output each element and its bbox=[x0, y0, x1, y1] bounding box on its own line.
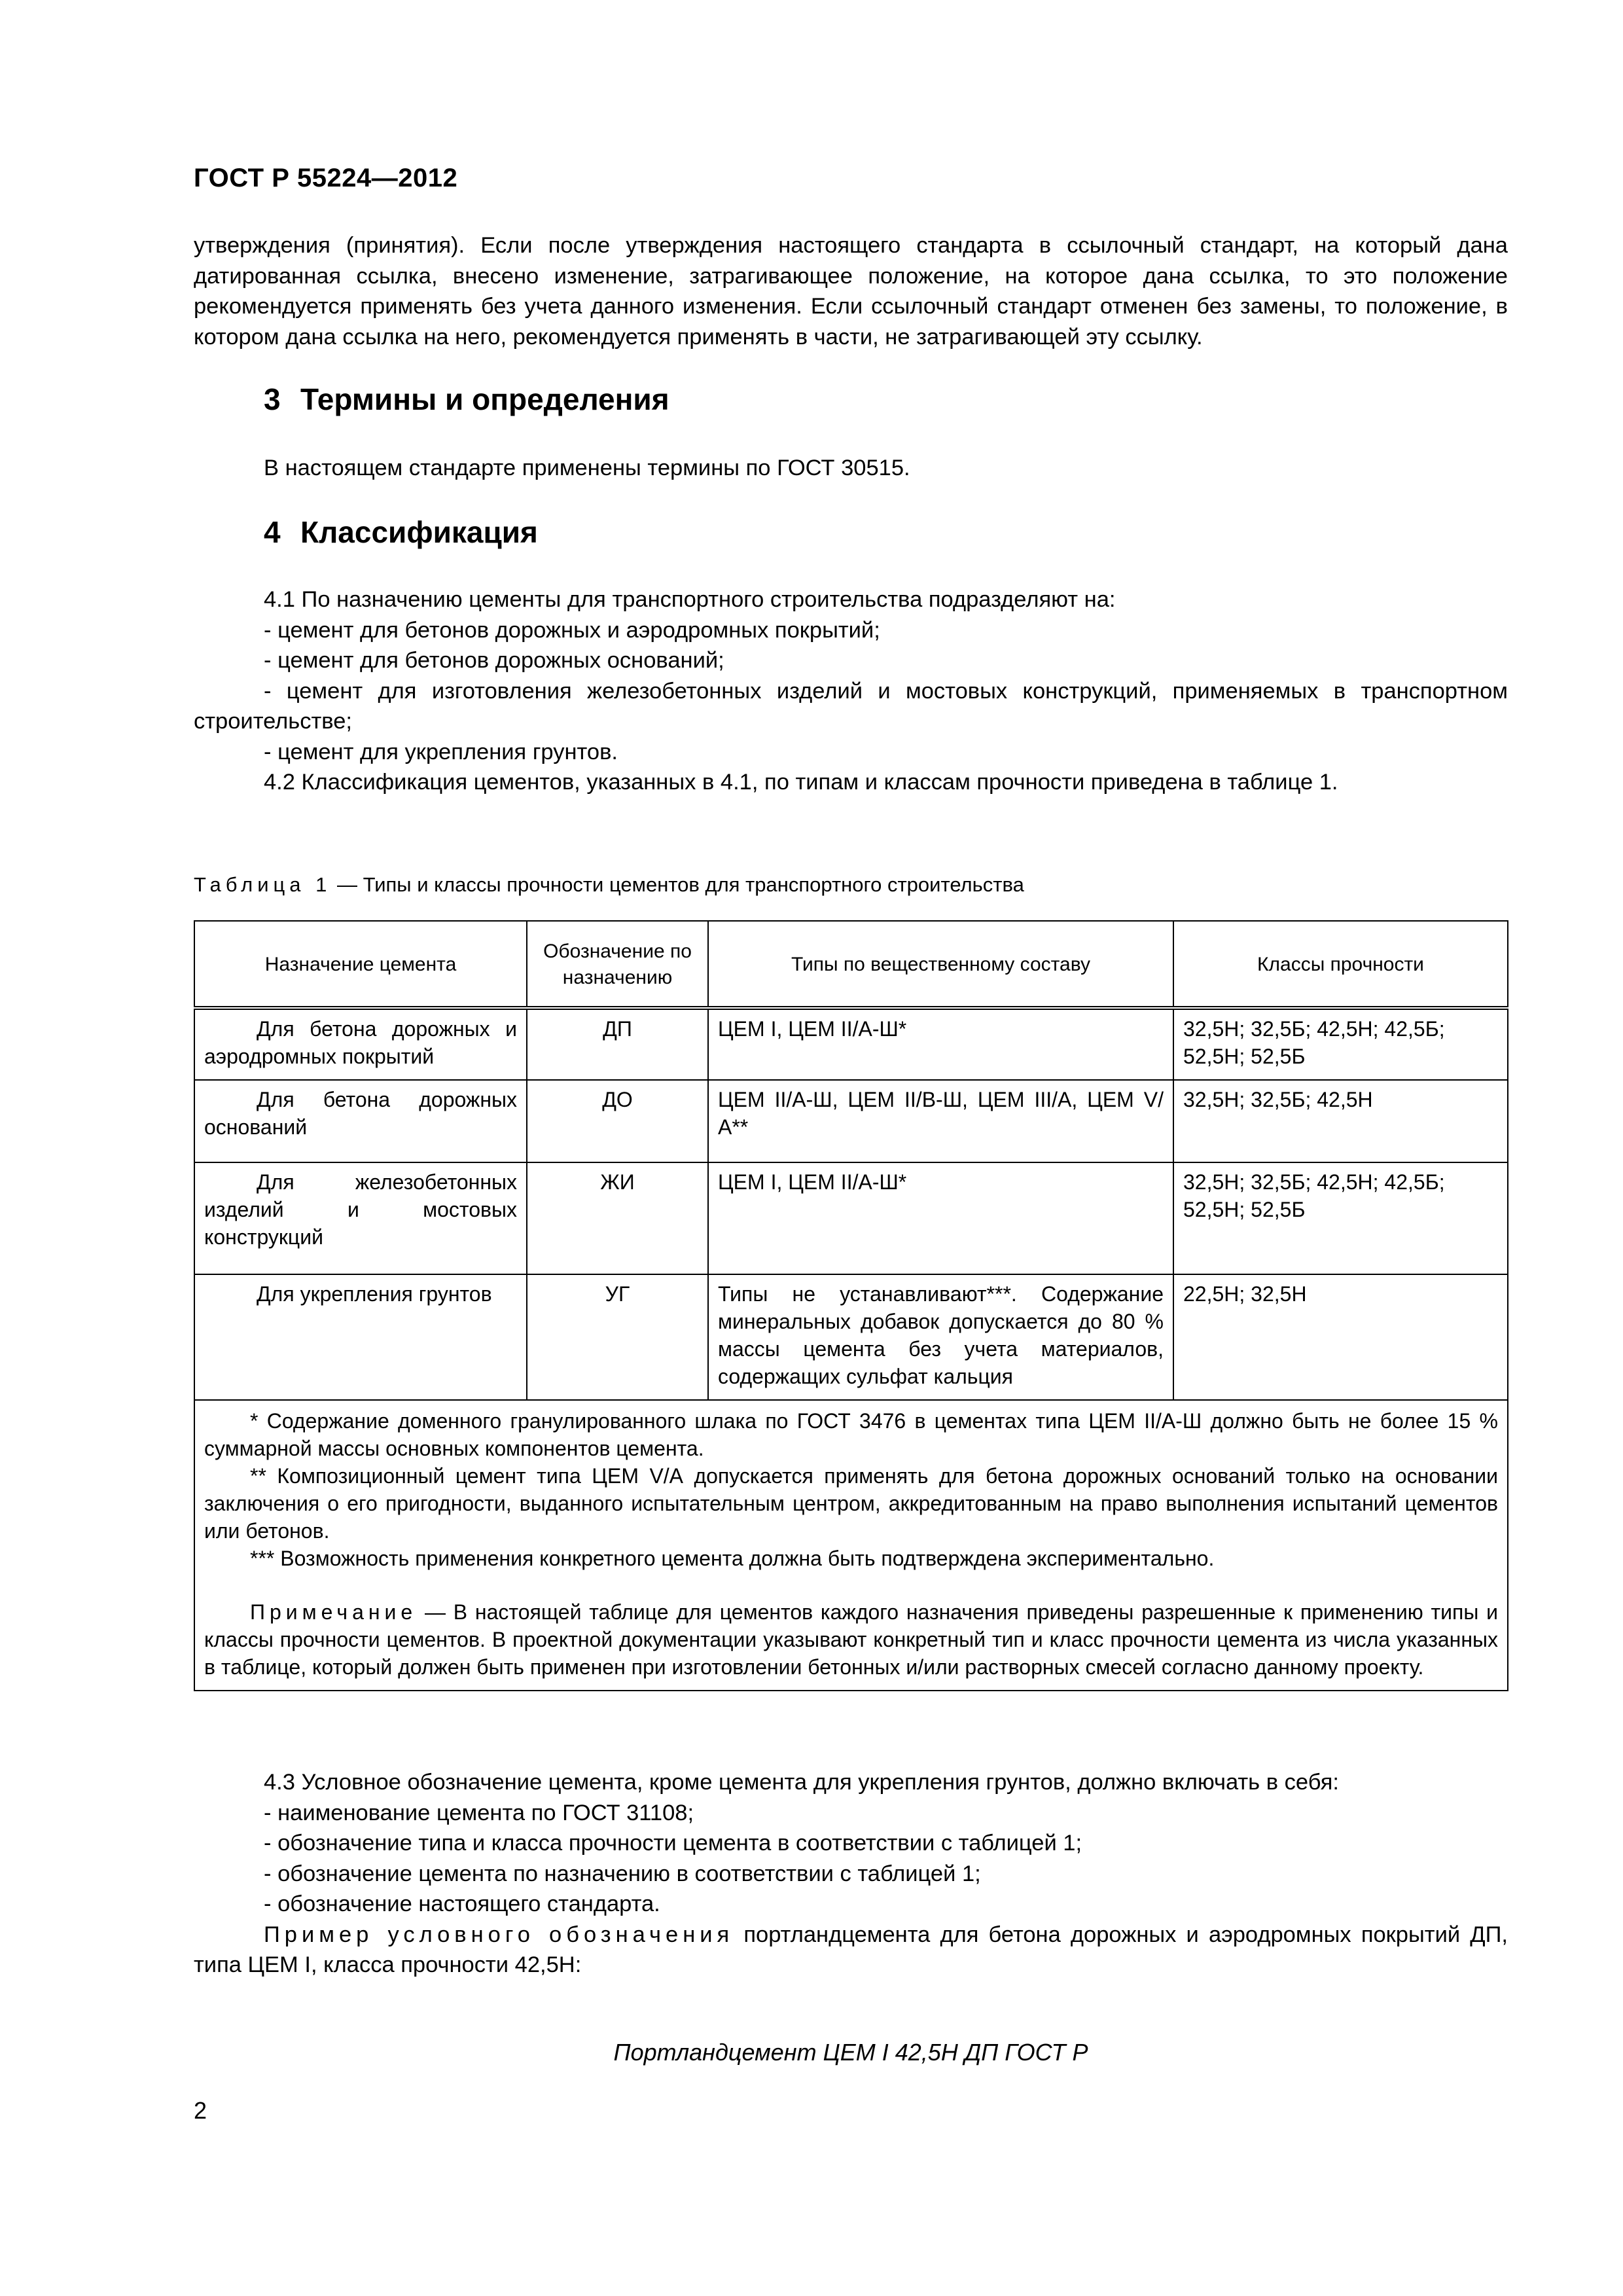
list-item: - обозначение цемента по назначению в соответствии с таблицей 1; bbox=[264, 1861, 981, 1886]
example-paragraph bbox=[194, 1920, 1508, 1981]
list-item: - обозначение настоящего стандарта. bbox=[264, 1892, 660, 1916]
list-item: - цемент для укрепления грунтов. bbox=[264, 739, 618, 764]
example-designation: Портландцемент ЦЕМ I 42,5Н ДП ГОСТ Р bbox=[613, 2039, 1088, 2066]
clause-4-2: 4.2 Классификация цементов, указанных в 4.1, по типам и классам прочности приведена в таблице 1. bbox=[264, 770, 1338, 795]
cell-classes: 32,5Н; 32,5Б; 42,5Н bbox=[1173, 1080, 1508, 1162]
cell-classes: 32,5Н; 32,5Б; 42,5Н; 42,5Б; 52,5Н; 52,5Б bbox=[1173, 1008, 1508, 1080]
clause-4-1: 4.1 По назначению цементы для транспортного строительства подразделяют на: bbox=[264, 587, 1116, 612]
table-row bbox=[194, 1008, 1508, 1080]
list-item: - цемент для бетонов дорожных и аэродромных покрытий; bbox=[264, 617, 880, 643]
table-footnote: * Содержание доменного гранулированного шлака по ГОСТ 3476 в цементах типа ЦЕМ II/А-Ш должно быть не более 15 % суммарной массы основных компонентов цемента. bbox=[204, 1409, 1498, 1460]
table-footnote: *** Возможность применения конкретного цемента должна быть подтверждена экспериментально. bbox=[250, 1547, 1215, 1570]
cell-code: ЖИ bbox=[527, 1162, 708, 1274]
page-number: 2 bbox=[194, 2097, 207, 2124]
column-header: Назначение цемента bbox=[194, 921, 527, 1008]
table-notes-row bbox=[194, 1400, 1508, 1691]
section-4-number: 4 bbox=[264, 515, 281, 549]
cell-types: ЦЕМ I, ЦЕМ II/А-Ш* bbox=[708, 1162, 1173, 1274]
table-caption-label: Таблица 1 bbox=[194, 873, 332, 896]
section-3-title: Термины и определения bbox=[300, 382, 669, 416]
column-header: Типы по вещественному составу bbox=[708, 921, 1173, 1008]
cell-purpose: Для укрепления грунтов bbox=[194, 1274, 527, 1400]
table-caption bbox=[194, 873, 1024, 897]
section-4-heading bbox=[264, 514, 538, 550]
clause-4-3-block bbox=[194, 1767, 1508, 1981]
table-row bbox=[194, 1080, 1508, 1162]
cell-code: ДО bbox=[527, 1080, 708, 1162]
table-row bbox=[194, 1162, 1508, 1274]
list-item: - наименование цемента по ГОСТ 31108; bbox=[264, 1800, 694, 1825]
intro-paragraph: утверждения (принятия). Если после утверждения настоящего стандарта в ссылочный стандарт, на который дана датированная ссылка, внесено изменение, затрагивающее положение, на которое дана ссылка, то это положение рекомендуется применять без учета данного изменения. Если ссылочный стандарт отменен без замены, то положение, в котором дана ссылка на него, рекомендуется применять в части, не затрагивающей эту ссылку. bbox=[194, 233, 1508, 350]
section-3-number: 3 bbox=[264, 382, 281, 416]
section-3-text: В настоящем стандарте применены термины по ГОСТ 30515. bbox=[264, 456, 910, 480]
section-3-heading bbox=[264, 382, 669, 417]
example-text: портландцемента для бетона дорожных и аэродромных покрытий ДП, типа ЦЕМ I, класса прочности 42,5Н: bbox=[194, 1922, 1508, 1977]
cell-classes: 22,5Н; 32,5Н bbox=[1173, 1274, 1508, 1400]
cell-purpose: Для бетона дорожных и аэродромных покрытий bbox=[194, 1008, 527, 1080]
column-header: Классы прочности bbox=[1173, 921, 1508, 1008]
list-item: - цемент для изготовления железобетонных изделий и мостовых конструкций, применяемых в транспортном строительстве; bbox=[194, 678, 1508, 734]
list-item: - цемент для бетонов дорожных оснований; bbox=[264, 648, 724, 673]
cement-classification-table bbox=[194, 920, 1508, 1691]
example-label: Пример условного обозначения bbox=[264, 1922, 734, 1947]
cell-types: ЦЕМ II/А-Ш, ЦЕМ II/В-Ш, ЦЕМ III/А, ЦЕМ V/А** bbox=[708, 1080, 1173, 1162]
section-4-body bbox=[194, 584, 1508, 798]
cell-types: Типы не устанавливают***. Содержание минеральных добавок допускается до 80 % массы цемента без учета материалов, содержащих сульфат кальция bbox=[708, 1274, 1173, 1400]
cell-types: ЦЕМ I, ЦЕМ II/А-Ш* bbox=[708, 1008, 1173, 1080]
table-note-label: Примечание bbox=[250, 1600, 418, 1624]
cell-purpose: Для бетона дорожных оснований bbox=[194, 1080, 527, 1162]
section-4-title: Классификация bbox=[300, 515, 538, 549]
table-header-row bbox=[194, 921, 1508, 1008]
table-notes-cell bbox=[194, 1400, 1508, 1691]
cell-code: ДП bbox=[527, 1008, 708, 1080]
cell-code: УГ bbox=[527, 1274, 708, 1400]
column-header: Обозначение по назначению bbox=[527, 921, 708, 1008]
list-item: - обозначение типа и класса прочности цемента в соответствии с таблицей 1; bbox=[264, 1831, 1082, 1856]
table-note bbox=[204, 1598, 1498, 1681]
document-code-header: ГОСТ Р 55224—2012 bbox=[194, 164, 458, 192]
table-footnote: ** Композиционный цемент типа ЦЕМ V/А допускается применять для бетона дорожных оснований только на основании заключения о его пригодности, выданного испытательным центром, аккредитованным на право выполнения испытаний цементов или бетонов. bbox=[204, 1464, 1498, 1543]
table-note-text: — В настоящей таблице для цементов каждого назначения приведены разрешенные к применению типы и классы прочности цементов. В проектной документации указывают конкретный тип и класс прочности цемента из числа указанных в таблице, который должен быть применен при изготовлении бетонных и/или растворных смесей согласно данному проекту. bbox=[204, 1600, 1498, 1679]
table-row bbox=[194, 1274, 1508, 1400]
cell-classes: 32,5Н; 32,5Б; 42,5Н; 42,5Б; 52,5Н; 52,5Б bbox=[1173, 1162, 1508, 1274]
cell-purpose: Для железобетонных изделий и мостовых конструкций bbox=[194, 1162, 527, 1274]
table-caption-text: — Типы и классы прочности цементов для транспортного строительства bbox=[331, 873, 1024, 896]
clause-4-3: 4.3 Условное обозначение цемента, кроме цемента для укрепления грунтов, должно включать в себя: bbox=[264, 1770, 1339, 1795]
